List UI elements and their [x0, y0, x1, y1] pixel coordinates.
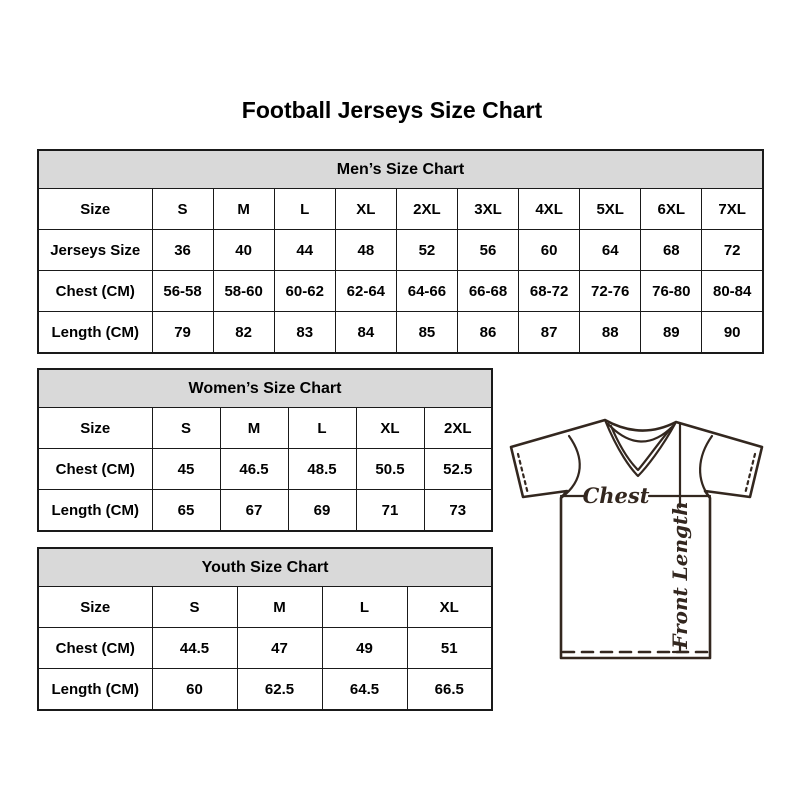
- chest-label: Chest: [582, 483, 650, 508]
- youth-cell: 60: [152, 669, 237, 711]
- mens-cell: 52: [396, 230, 457, 271]
- mens-cell: 87: [519, 312, 580, 354]
- mens-cell: 86: [457, 312, 518, 354]
- youth-cell: 62.5: [237, 669, 322, 711]
- jersey-diagram-svg: [505, 412, 777, 670]
- mens-cell: 56-58: [152, 271, 213, 312]
- womens-cell: 71: [356, 490, 424, 532]
- mens-cell: 72: [702, 230, 763, 271]
- jersey-outline-icon: [511, 420, 762, 658]
- youth-header-S: S: [152, 587, 237, 628]
- mens-header-4XL: 4XL: [519, 189, 580, 230]
- womens-cell: 67: [220, 490, 288, 532]
- mens-header-6XL: 6XL: [641, 189, 702, 230]
- womens-table-title: Women’s Size Chart: [38, 369, 492, 408]
- womens-header-L: L: [288, 408, 356, 449]
- youth-header-L: L: [322, 587, 407, 628]
- mens-header-M: M: [213, 189, 274, 230]
- mens-header-7XL: 7XL: [702, 189, 763, 230]
- mens-cell: 83: [274, 312, 335, 354]
- womens-cell: 52.5: [424, 449, 492, 490]
- youth-table-title: Youth Size Chart: [38, 548, 492, 587]
- mens-cell: 89: [641, 312, 702, 354]
- mens-cell: 82: [213, 312, 274, 354]
- womens-header-S: S: [152, 408, 220, 449]
- mens-cell: 79: [152, 312, 213, 354]
- mens-row-label-0: Jerseys Size: [38, 230, 152, 271]
- mens-row-label-1: Chest (CM): [38, 271, 152, 312]
- youth-header-label: Size: [38, 587, 152, 628]
- youth-cell: 47: [237, 628, 322, 669]
- mens-table-title: Men’s Size Chart: [38, 150, 763, 189]
- youth-header-XL: XL: [407, 587, 492, 628]
- mens-cell: 84: [335, 312, 396, 354]
- womens-header-M: M: [220, 408, 288, 449]
- mens-cell: 88: [580, 312, 641, 354]
- mens-header-S: S: [152, 189, 213, 230]
- womens-cell: 50.5: [356, 449, 424, 490]
- youth-size-table: [37, 547, 493, 711]
- front-length-label: Front Length: [668, 501, 692, 649]
- mens-row-label-2: Length (CM): [38, 312, 152, 354]
- mens-cell: 60-62: [274, 271, 335, 312]
- mens-cell: 62-64: [335, 271, 396, 312]
- womens-header-label: Size: [38, 408, 152, 449]
- youth-row-label-0: Chest (CM): [38, 628, 152, 669]
- mens-cell: 64-66: [396, 271, 457, 312]
- mens-cell: 68: [641, 230, 702, 271]
- mens-header-5XL: 5XL: [580, 189, 641, 230]
- youth-header-M: M: [237, 587, 322, 628]
- mens-cell: 76-80: [641, 271, 702, 312]
- mens-cell: 72-76: [580, 271, 641, 312]
- mens-header-3XL: 3XL: [457, 189, 518, 230]
- mens-cell: 48: [335, 230, 396, 271]
- youth-cell: 44.5: [152, 628, 237, 669]
- mens-cell: 85: [396, 312, 457, 354]
- mens-header-L: L: [274, 189, 335, 230]
- mens-cell: 44: [274, 230, 335, 271]
- womens-row-label-1: Length (CM): [38, 490, 152, 532]
- womens-header-2XL: 2XL: [424, 408, 492, 449]
- youth-cell: 64.5: [322, 669, 407, 711]
- mens-cell: 60: [519, 230, 580, 271]
- mens-header-label: Size: [38, 189, 152, 230]
- mens-cell: 68-72: [519, 271, 580, 312]
- mens-cell: 36: [152, 230, 213, 271]
- mens-cell: 80-84: [702, 271, 763, 312]
- page-title: Football Jerseys Size Chart: [241, 97, 543, 123]
- youth-row-label-1: Length (CM): [38, 669, 152, 711]
- womens-cell: 73: [424, 490, 492, 532]
- womens-cell: 45: [152, 449, 220, 490]
- mens-cell: 66-68: [457, 271, 518, 312]
- mens-cell: 64: [580, 230, 641, 271]
- youth-cell: 49: [322, 628, 407, 669]
- mens-header-2XL: 2XL: [396, 189, 457, 230]
- womens-row-label-0: Chest (CM): [38, 449, 152, 490]
- youth-cell: 66.5: [407, 669, 492, 711]
- mens-cell: 90: [702, 312, 763, 354]
- womens-header-XL: XL: [356, 408, 424, 449]
- womens-size-table: [37, 368, 493, 532]
- mens-size-table: [37, 149, 764, 354]
- mens-cell: 56: [457, 230, 518, 271]
- womens-cell: 69: [288, 490, 356, 532]
- womens-cell: 48.5: [288, 449, 356, 490]
- youth-cell: 51: [407, 628, 492, 669]
- mens-header-XL: XL: [335, 189, 396, 230]
- womens-cell: 65: [152, 490, 220, 532]
- mens-cell: 40: [213, 230, 274, 271]
- womens-cell: 46.5: [220, 449, 288, 490]
- jersey-measurement-diagram: [505, 412, 777, 670]
- mens-cell: 58-60: [213, 271, 274, 312]
